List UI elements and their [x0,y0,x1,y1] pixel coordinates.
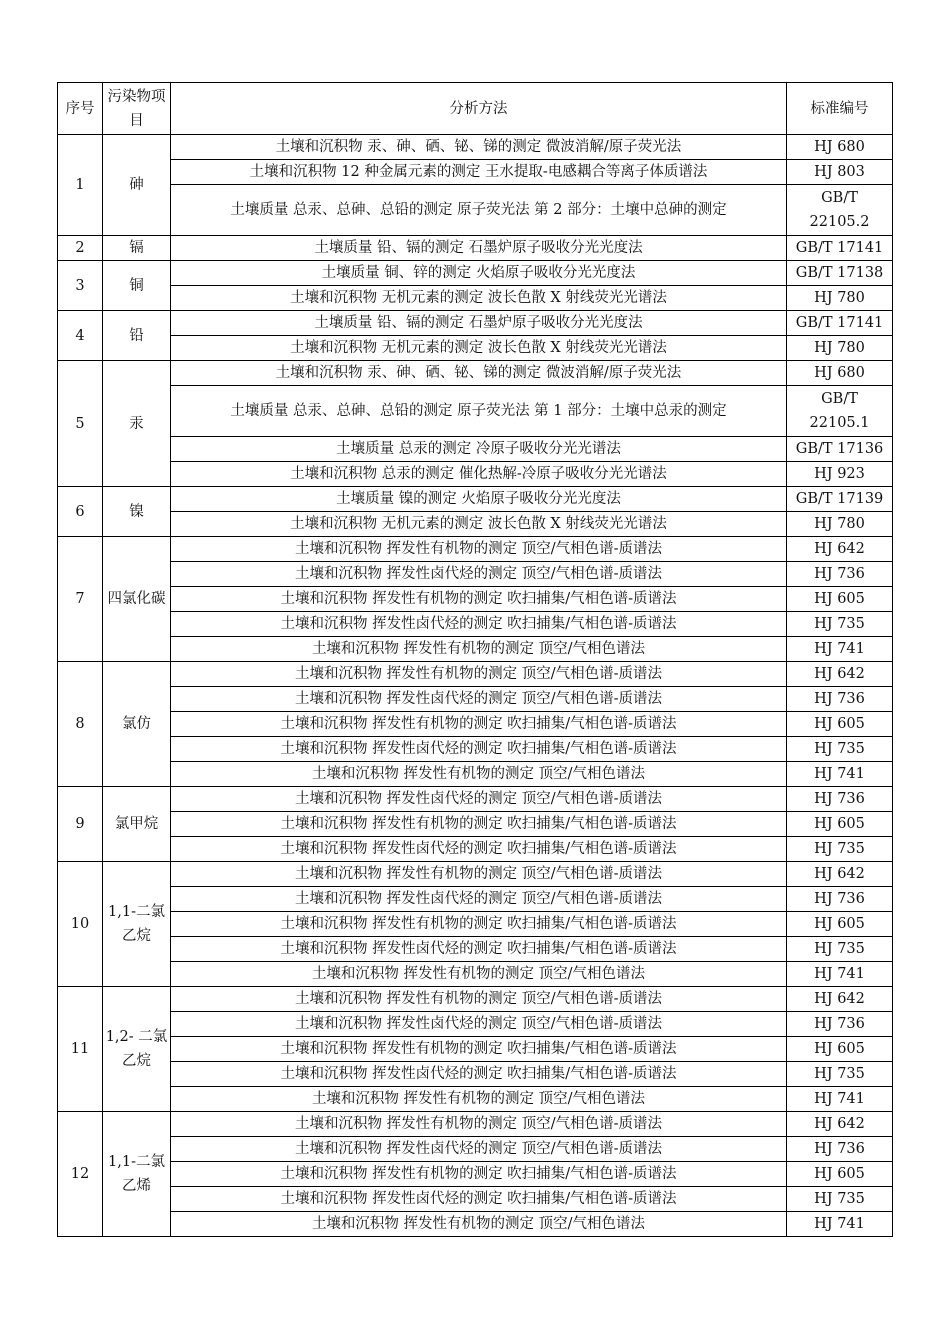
method-cell: 土壤和沉积物 挥发性有机物的测定 顶空/气相色谱-质谱法 [171,1112,787,1137]
pollutant-cell: 1,1-二氯乙烯 [103,1112,171,1237]
table-row [58,812,893,837]
table-row [58,862,893,887]
seq-cell: 4 [58,311,103,361]
standard-code-cell: HJ 680 [787,135,893,160]
standard-code-cell: HJ 735 [787,837,893,862]
standard-code-cell: HJ 736 [787,1137,893,1162]
table-row [58,562,893,587]
pollutant-cell: 砷 [103,135,171,236]
standard-code-cell: HJ 741 [787,1212,893,1237]
table-row [58,336,893,361]
method-cell: 土壤质量 总汞、总砷、总铅的测定 原子荧光法 第 1 部分：土壤中总汞的测定 [171,386,787,437]
standard-code-cell: HJ 605 [787,1162,893,1187]
standard-code-cell: HJ 605 [787,912,893,937]
seq-cell: 11 [58,987,103,1112]
method-cell: 土壤质量 铜、锌的测定 火焰原子吸收分光光度法 [171,261,787,286]
header-seq: 序号 [58,83,103,135]
table-header [58,83,893,135]
method-cell: 土壤和沉积物 挥发性卤代烃的测定 吹扫捕集/气相色谱-质谱法 [171,1062,787,1087]
table-row [58,962,893,987]
header-row [58,83,893,135]
pollutant-cell: 氯仿 [103,662,171,787]
seq-cell: 8 [58,662,103,787]
table-row [58,311,893,336]
table-row [58,1212,893,1237]
table-row [58,787,893,812]
method-cell: 土壤和沉积物 挥发性卤代烃的测定 吹扫捕集/气相色谱-质谱法 [171,737,787,762]
pollutant-cell: 镉 [103,236,171,261]
table-row [58,587,893,612]
seq-cell: 2 [58,236,103,261]
standard-code-cell: GB/T 17138 [787,261,893,286]
pollutant-cell: 四氯化碳 [103,537,171,662]
method-cell: 土壤和沉积物 挥发性有机物的测定 吹扫捕集/气相色谱-质谱法 [171,1162,787,1187]
seq-cell: 9 [58,787,103,862]
standard-code-cell: HJ 735 [787,612,893,637]
method-cell: 土壤和沉积物 挥发性有机物的测定 顶空/气相色谱法 [171,762,787,787]
method-cell: 土壤和沉积物 无机元素的测定 波长色散 X 射线荧光光谱法 [171,286,787,311]
table-row [58,1087,893,1112]
seq-cell: 12 [58,1112,103,1237]
standard-code-cell: HJ 642 [787,537,893,562]
table-row [58,1062,893,1087]
method-cell: 土壤和沉积物 挥发性有机物的测定 顶空/气相色谱法 [171,962,787,987]
method-cell: 土壤和沉积物 汞、砷、硒、铋、锑的测定 微波消解/原子荧光法 [171,361,787,386]
table-row [58,135,893,160]
method-cell: 土壤质量 铅、镉的测定 石墨炉原子吸收分光光度法 [171,236,787,261]
standard-code-cell: HJ 780 [787,512,893,537]
method-cell: 土壤和沉积物 挥发性卤代烃的测定 吹扫捕集/气相色谱-质谱法 [171,837,787,862]
standard-code-cell: GB/T 17136 [787,437,893,462]
table-row [58,286,893,311]
table-row [58,1012,893,1037]
standard-code-cell: HJ 605 [787,1037,893,1062]
standard-code-cell: HJ 741 [787,762,893,787]
method-cell: 土壤和沉积物 挥发性卤代烃的测定 吹扫捕集/气相色谱-质谱法 [171,1187,787,1212]
method-cell: 土壤和沉积物 挥发性卤代烃的测定 顶空/气相色谱-质谱法 [171,1137,787,1162]
table-row [58,637,893,662]
method-cell: 土壤和沉积物 汞、砷、硒、铋、锑的测定 微波消解/原子荧光法 [171,135,787,160]
table-row [58,837,893,862]
method-cell: 土壤质量 铅、镉的测定 石墨炉原子吸收分光光度法 [171,311,787,336]
table-row [58,712,893,737]
method-cell: 土壤和沉积物 挥发性卤代烃的测定 顶空/气相色谱-质谱法 [171,687,787,712]
table-row [58,612,893,637]
method-cell: 土壤质量 镍的测定 火焰原子吸收分光光度法 [171,487,787,512]
method-cell: 土壤和沉积物 挥发性卤代烃的测定 顶空/气相色谱-质谱法 [171,887,787,912]
standard-code-cell: HJ 605 [787,587,893,612]
standard-code-cell: GB/T 17139 [787,487,893,512]
table-row [58,762,893,787]
table-body [58,135,893,1237]
table-row [58,386,893,437]
standard-code-cell: HJ 642 [787,862,893,887]
table-row [58,1187,893,1212]
pollutant-cell: 氯甲烷 [103,787,171,862]
method-cell: 土壤和沉积物 12 种金属元素的测定 王水提取-电感耦合等离子体质谱法 [171,160,787,185]
standard-code-cell: HJ 736 [787,787,893,812]
table-row [58,1037,893,1062]
method-cell: 土壤和沉积物 挥发性有机物的测定 顶空/气相色谱-质谱法 [171,862,787,887]
standard-code-cell: HJ 803 [787,160,893,185]
table-row [58,487,893,512]
standard-code-cell: HJ 780 [787,286,893,311]
method-cell: 土壤和沉积物 挥发性有机物的测定 吹扫捕集/气相色谱-质谱法 [171,912,787,937]
header-standard: 标准编号 [787,83,893,135]
table-row [58,437,893,462]
standard-code-cell: HJ 736 [787,562,893,587]
table-row [58,887,893,912]
method-cell: 土壤和沉积物 挥发性有机物的测定 吹扫捕集/气相色谱-质谱法 [171,1037,787,1062]
table-row [58,236,893,261]
standard-code-cell: HJ 605 [787,712,893,737]
table-row [58,737,893,762]
seq-cell: 3 [58,261,103,311]
method-cell: 土壤和沉积物 挥发性卤代烃的测定 吹扫捕集/气相色谱-质谱法 [171,937,787,962]
method-cell: 土壤和沉积物 挥发性有机物的测定 吹扫捕集/气相色谱-质谱法 [171,812,787,837]
standard-code-cell: GB/T 17141 [787,236,893,261]
method-cell: 土壤和沉积物 挥发性卤代烃的测定 吹扫捕集/气相色谱-质谱法 [171,612,787,637]
analysis-methods-table [57,82,893,1237]
pollutant-cell: 1,1-二氯乙烷 [103,862,171,987]
pollutant-cell: 铜 [103,261,171,311]
table-row [58,160,893,185]
method-cell: 土壤和沉积物 挥发性卤代烃的测定 顶空/气相色谱-质谱法 [171,787,787,812]
seq-cell: 1 [58,135,103,236]
seq-cell: 5 [58,361,103,487]
standard-code-cell: HJ 605 [787,812,893,837]
method-cell: 土壤和沉积物 总汞的测定 催化热解-冷原子吸收分光光谱法 [171,462,787,487]
standard-code-cell: HJ 736 [787,1012,893,1037]
standard-code-cell: HJ 735 [787,937,893,962]
standard-code-cell: HJ 741 [787,637,893,662]
table-row [58,662,893,687]
method-cell: 土壤和沉积物 挥发性有机物的测定 吹扫捕集/气相色谱-质谱法 [171,587,787,612]
header-pollutant: 污染物项目 [103,83,171,135]
header-method: 分析方法 [171,83,787,135]
table-row [58,185,893,236]
table-row [58,912,893,937]
seq-cell: 7 [58,537,103,662]
method-cell: 土壤和沉积物 挥发性有机物的测定 顶空/气相色谱-质谱法 [171,537,787,562]
table-row [58,1162,893,1187]
seq-cell: 6 [58,487,103,537]
table-row [58,537,893,562]
standard-code-cell: HJ 680 [787,361,893,386]
standard-code-cell: GB/T 22105.1 [787,386,893,437]
table-row [58,261,893,286]
method-cell: 土壤质量 总汞、总砷、总铅的测定 原子荧光法 第 2 部分：土壤中总砷的测定 [171,185,787,236]
table-row [58,687,893,712]
method-cell: 土壤和沉积物 挥发性有机物的测定 顶空/气相色谱-质谱法 [171,662,787,687]
method-cell: 土壤和沉积物 挥发性有机物的测定 顶空/气相色谱法 [171,637,787,662]
method-cell: 土壤和沉积物 挥发性卤代烃的测定 顶空/气相色谱-质谱法 [171,562,787,587]
pollutant-cell: 1,2- 二氯乙烷 [103,987,171,1112]
table-row [58,1112,893,1137]
standard-code-cell: HJ 736 [787,687,893,712]
standard-code-cell: HJ 741 [787,962,893,987]
pollutant-cell: 铅 [103,311,171,361]
table-row [58,512,893,537]
pollutant-cell: 汞 [103,361,171,487]
standard-code-cell: GB/T 17141 [787,311,893,336]
standard-code-cell: HJ 741 [787,1087,893,1112]
standard-code-cell: HJ 735 [787,1062,893,1087]
standard-code-cell: HJ 642 [787,662,893,687]
standard-code-cell: HJ 735 [787,737,893,762]
table-row [58,987,893,1012]
seq-cell: 10 [58,862,103,987]
standard-code-cell: HJ 923 [787,462,893,487]
method-cell: 土壤和沉积物 无机元素的测定 波长色散 X 射线荧光光谱法 [171,512,787,537]
standard-code-cell: HJ 735 [787,1187,893,1212]
standard-code-cell: GB/T 22105.2 [787,185,893,236]
method-cell: 土壤和沉积物 挥发性有机物的测定 顶空/气相色谱-质谱法 [171,987,787,1012]
method-cell: 土壤和沉积物 挥发性卤代烃的测定 顶空/气相色谱-质谱法 [171,1012,787,1037]
table-row [58,462,893,487]
standard-code-cell: HJ 642 [787,1112,893,1137]
method-cell: 土壤和沉积物 无机元素的测定 波长色散 X 射线荧光光谱法 [171,336,787,361]
table-row [58,937,893,962]
table-row [58,361,893,386]
standard-code-cell: HJ 642 [787,987,893,1012]
standard-code-cell: HJ 736 [787,887,893,912]
method-cell: 土壤和沉积物 挥发性有机物的测定 顶空/气相色谱法 [171,1212,787,1237]
standard-code-cell: HJ 780 [787,336,893,361]
method-cell: 土壤质量 总汞的测定 冷原子吸收分光光谱法 [171,437,787,462]
method-cell: 土壤和沉积物 挥发性有机物的测定 顶空/气相色谱法 [171,1087,787,1112]
table-row [58,1137,893,1162]
method-cell: 土壤和沉积物 挥发性有机物的测定 吹扫捕集/气相色谱-质谱法 [171,712,787,737]
pollutant-cell: 镍 [103,487,171,537]
